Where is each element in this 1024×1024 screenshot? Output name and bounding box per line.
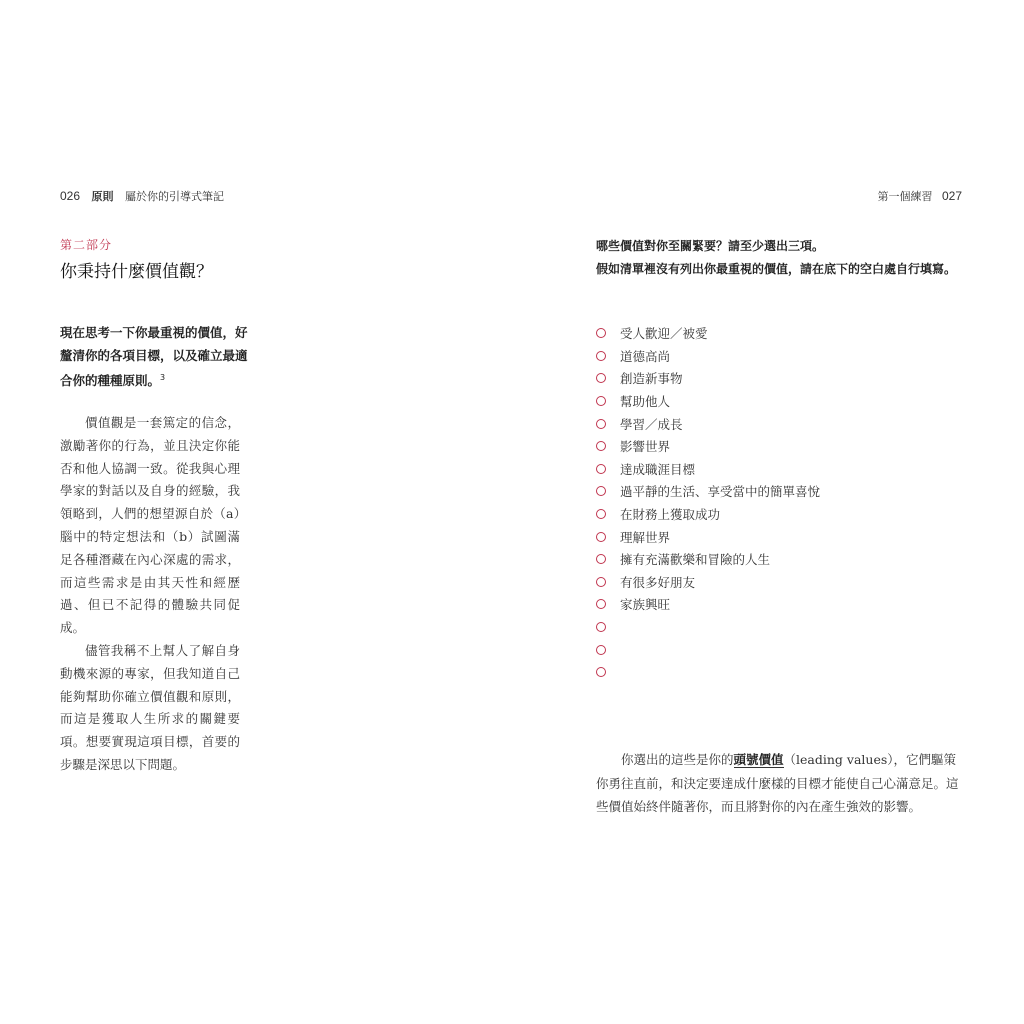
checkbox-circle-icon[interactable]	[596, 622, 606, 632]
value-label: 達成職涯目標	[620, 461, 696, 477]
page-number-right: 027	[941, 189, 962, 203]
checkbox-circle-icon[interactable]	[596, 396, 606, 406]
chapter-title: 第一個練習	[877, 190, 933, 203]
value-item[interactable]	[596, 390, 820, 413]
value-item[interactable]	[596, 525, 820, 548]
value-label: 有很多好朋友	[620, 574, 696, 590]
value-item[interactable]	[596, 345, 820, 368]
checkbox-circle-icon[interactable]	[596, 645, 606, 655]
section-label: 原則	[91, 190, 114, 203]
value-item[interactable]	[596, 367, 820, 390]
value-label: 影響世界	[620, 439, 671, 455]
page-header-right	[877, 188, 962, 204]
value-label: 創造新事物	[620, 371, 683, 387]
closing-paragraph	[596, 748, 966, 819]
question-line: 哪些價值對你至關緊要？請至少選出三項。	[596, 239, 825, 253]
book-subtitle: 屬於你的引導式筆記	[125, 190, 225, 203]
value-label: 學習／成長	[620, 416, 683, 432]
checkbox-circle-icon[interactable]	[596, 486, 606, 496]
question-text	[596, 235, 971, 280]
checkbox-circle-icon[interactable]	[596, 532, 606, 542]
blank-value-item[interactable]	[596, 638, 820, 661]
value-item[interactable]	[596, 458, 820, 481]
value-item[interactable]	[596, 412, 820, 435]
blank-value-item[interactable]	[596, 661, 820, 684]
body-text	[60, 412, 240, 777]
checkbox-circle-icon[interactable]	[596, 441, 606, 451]
checkbox-circle-icon[interactable]	[596, 464, 606, 474]
value-label: 家族興旺	[620, 597, 671, 613]
checkbox-circle-icon[interactable]	[596, 419, 606, 429]
value-item[interactable]	[596, 480, 820, 503]
value-label: 幫助他人	[620, 394, 671, 410]
value-item[interactable]	[596, 435, 820, 458]
value-item[interactable]	[596, 548, 820, 571]
page-number-left: 026	[60, 189, 81, 203]
body-paragraph: 價值觀是一套篤定的信念，激勵著你的行為，並且決定你能否和他人協調一致。從我與心理學家的對話以及自身的經驗，我領略到，人們的想望源自於（a）腦中的特定想法和（b）試圖滿足各種潛藏在內心深處的需求，而這些需求是由其天性和經歷過、但已不記得的體驗共同促成。	[60, 415, 240, 636]
checkbox-circle-icon[interactable]	[596, 509, 606, 519]
checkbox-circle-icon[interactable]	[596, 328, 606, 338]
footnote-ref: 3	[160, 373, 166, 382]
intro-text	[60, 322, 250, 393]
value-label: 在財務上獲取成功	[620, 507, 721, 523]
checkbox-circle-icon[interactable]	[596, 351, 606, 361]
page-title: 你秉持什麼價值觀？	[60, 262, 213, 282]
body-paragraph: 儘管我稱不上幫人了解自身動機來源的專家，但我知道自己能夠幫助你確立價值觀和原則，而這是獲取人生所求的關鍵要項。想要實現這項目標，首要的步驟是深思以下問題。	[60, 642, 240, 772]
intro-body: 現在思考一下你最重視的價值，好釐清你的各項目標，以及確立最適合你的種種原則。	[60, 325, 248, 389]
checkbox-circle-icon[interactable]	[596, 373, 606, 383]
closing-text-pre: 你選出的這些是你的	[621, 752, 734, 767]
values-checklist	[596, 322, 820, 684]
checkbox-circle-icon[interactable]	[596, 554, 606, 564]
page-header-left	[60, 188, 224, 204]
value-item[interactable]	[596, 593, 820, 616]
blank-value-item[interactable]	[596, 616, 820, 639]
value-label: 受人歡迎／被愛	[620, 326, 708, 342]
leading-values-term: 頭號價值	[733, 752, 784, 767]
checkbox-circle-icon[interactable]	[596, 667, 606, 677]
value-label: 道德高尚	[620, 348, 671, 364]
value-label: 擁有充滿歡樂和冒險的人生	[620, 552, 771, 568]
value-item[interactable]	[596, 571, 820, 594]
closing-text-post: （leading values），它們驅策你勇往直前，和決定要達成什麼樣的目標才能使自己心滿意足。這些價值始終伴隨著你，而且將對你的內在產生強效的影響。	[596, 752, 959, 814]
part-label: 第二部分	[60, 238, 113, 252]
value-label: 理解世界	[620, 529, 671, 545]
question-line: 假如清單裡沒有列出你最重視的價值，請在底下的空白處自行填寫。	[596, 261, 957, 276]
checkbox-circle-icon[interactable]	[596, 599, 606, 609]
value-item[interactable]	[596, 503, 820, 526]
value-item[interactable]	[596, 322, 820, 345]
checkbox-circle-icon[interactable]	[596, 577, 606, 587]
value-label: 過平靜的生活、享受當中的簡單喜悅	[620, 484, 821, 500]
